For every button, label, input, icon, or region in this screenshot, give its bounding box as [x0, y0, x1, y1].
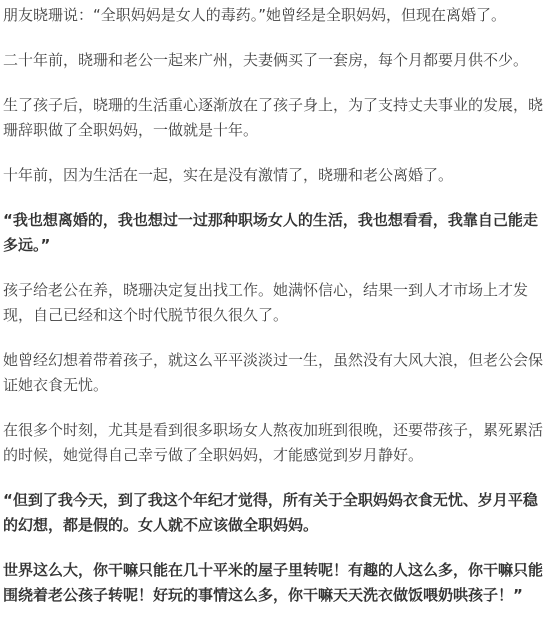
- paragraph-1: 朋友晓珊说：“全职妈妈是女人的毒药。”她曾经是全职妈妈，但现在离婚了。: [3, 6, 507, 24]
- quote-paragraph-1: “我也想离婚的，我也想过一过那种职场女人的生活，我也想看看，我靠自己能走多远。”: [3, 211, 538, 254]
- paragraph-2: 二十年前，晓珊和老公一起来广州，夫妻俩买了一套房，每个月都要月供不少。: [3, 51, 529, 69]
- quote-paragraph-2: “但到了我今天，到了我这个年纪才觉得，所有关于全职妈妈衣食无忧、岁月平稳的幻想，都是假的。女人就不应该做全职妈妈。: [3, 491, 538, 534]
- paragraph-5: 孩子给老公在养，晓珊决定复出找工作。她满怀信心，结果一到人才市场上才发现，自己已经和这个时代脱节很久很久了。: [3, 281, 529, 324]
- paragraph-7: 在很多个时刻，尤其是看到很多职场女人熬夜加班到很晚，还要带孩子，累死累活的时候，她觉得自己幸亏做了全职妈妈，才能感觉到岁月静好。: [3, 421, 544, 464]
- paragraph-6: 她曾经幻想着带着孩子，就这么平平淡淡过一生，虽然没有大风大浪，但老公会保证她衣食无忧。: [3, 351, 544, 394]
- quote-paragraph-3: 世界这么大，你干嘛只能在几十平米的屋子里转呢！有趣的人这么多，你干嘛只能围绕着老公孩子转呢！好玩的事情这么多，你干嘛天天洗衣做饭喂奶哄孩子！”: [3, 561, 544, 604]
- article-body: [3, 3, 543, 628]
- paragraph-3: 生了孩子后，晓珊的生活重心逐渐放在了孩子身上，为了支持丈夫事业的发展，晓珊辞职做了全职妈妈，一做就是十年。: [3, 96, 544, 139]
- paragraph-4: 十年前，因为生活在一起，实在是没有激情了，晓珊和老公离婚了。: [3, 166, 454, 184]
